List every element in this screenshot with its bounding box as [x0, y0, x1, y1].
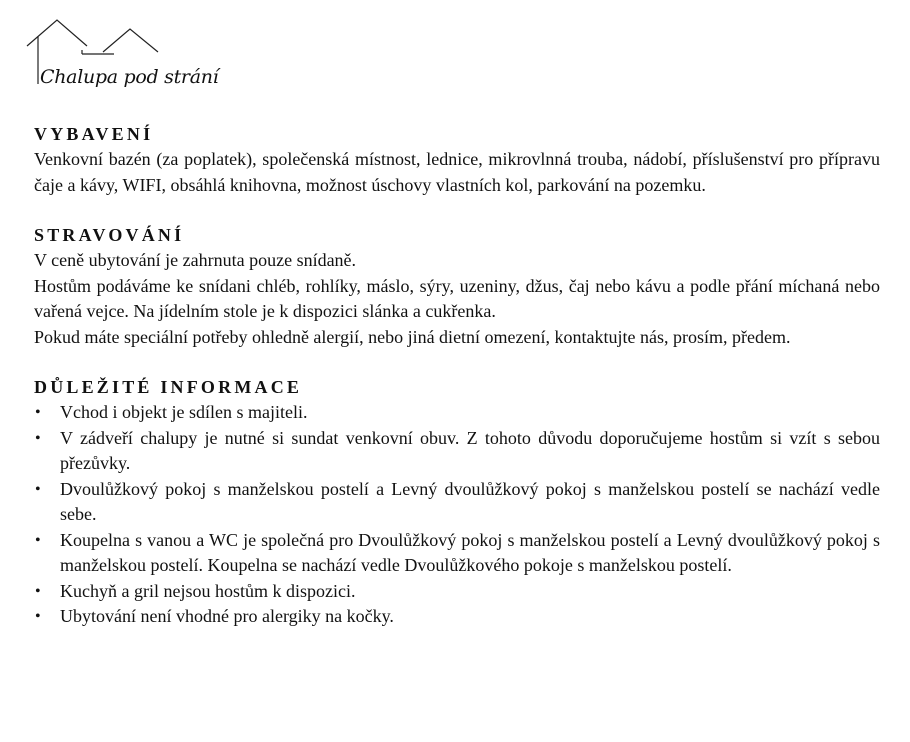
- section-dulezite-informace: [34, 374, 880, 630]
- paragraph: Pokud máte speciální potřeby ohledně alergií, nebo jiná dietní omezení, kontaktujte nás, prosím, předem.: [34, 326, 791, 347]
- bullet-icon: •: [35, 582, 41, 600]
- paragraph: V ceně ubytování je zahrnuta pouze snídaně.: [34, 250, 357, 270]
- list-item-text: Koupelna s vanou a WC je společná pro Dvoulůžkový pokoj s manželskou postelí a Levný dvoulůžkový pokoj s manželskou postelí. Koupelna se nachází vedle Dvoulůžkového pokoje s manželskou postelí.: [60, 529, 880, 575]
- list-item-text: Dvoulůžkový pokoj s manželskou postelí a Levný dvoulůžkový pokoj s manželskou postelí se nachází vedle sebe.: [60, 478, 880, 524]
- section-title: STRAVOVÁNÍ: [34, 225, 185, 245]
- bullet-icon: •: [35, 608, 41, 625]
- bullet-icon: •: [35, 429, 41, 447]
- bullet-icon: •: [35, 480, 41, 498]
- list-item-text: Ubytování není vhodné pro alergiky na kočky.: [60, 606, 394, 626]
- list-item-text: V zádveří chalupy je nutné si sundat venkovní obuv. Z tohoto důvodu doporučujeme hostům si vzít s sebou přezůvky.: [60, 427, 880, 473]
- list-item: [34, 426, 880, 477]
- section-stravovani: [34, 222, 880, 350]
- logo: [24, 14, 234, 94]
- list-item: [34, 477, 880, 528]
- logo-text: Chalupa pod strání: [40, 66, 219, 88]
- section-vybaveni: [34, 121, 880, 198]
- info-list: [34, 400, 880, 630]
- bullet-icon: •: [35, 531, 41, 549]
- list-item: [34, 604, 880, 630]
- main-content: [34, 121, 880, 654]
- list-item: [34, 400, 880, 426]
- section-title: DŮLEŽITÉ INFORMACE: [34, 377, 303, 397]
- bullet-icon: •: [35, 404, 41, 421]
- list-item: [34, 528, 880, 579]
- list-item-text: Kuchyň a gril nejsou hostům k dispozici.: [60, 580, 356, 601]
- paragraph: Hostům podáváme ke snídani chléb, rohlíky, máslo, sýry, uzeniny, džus, čaj nebo kávu a podle přání míchaná nebo vařená vejce. Na jídelním stole je k dispozici slánka a cukřenka.: [34, 275, 880, 321]
- list-item-text: Vchod i objekt je sdílen s majiteli.: [60, 402, 308, 422]
- list-item: [34, 579, 880, 605]
- section-title: VYBAVENÍ: [34, 124, 154, 144]
- paragraph: Venkovní bazén (za poplatek), společenská místnost, lednice, mikrovlnná trouba, nádobí, příslušenství pro přípravu čaje a kávy, WIFI, obsáhlá knihovna, možnost úschovy vlastních kol, parkování na pozemku.: [34, 149, 880, 195]
